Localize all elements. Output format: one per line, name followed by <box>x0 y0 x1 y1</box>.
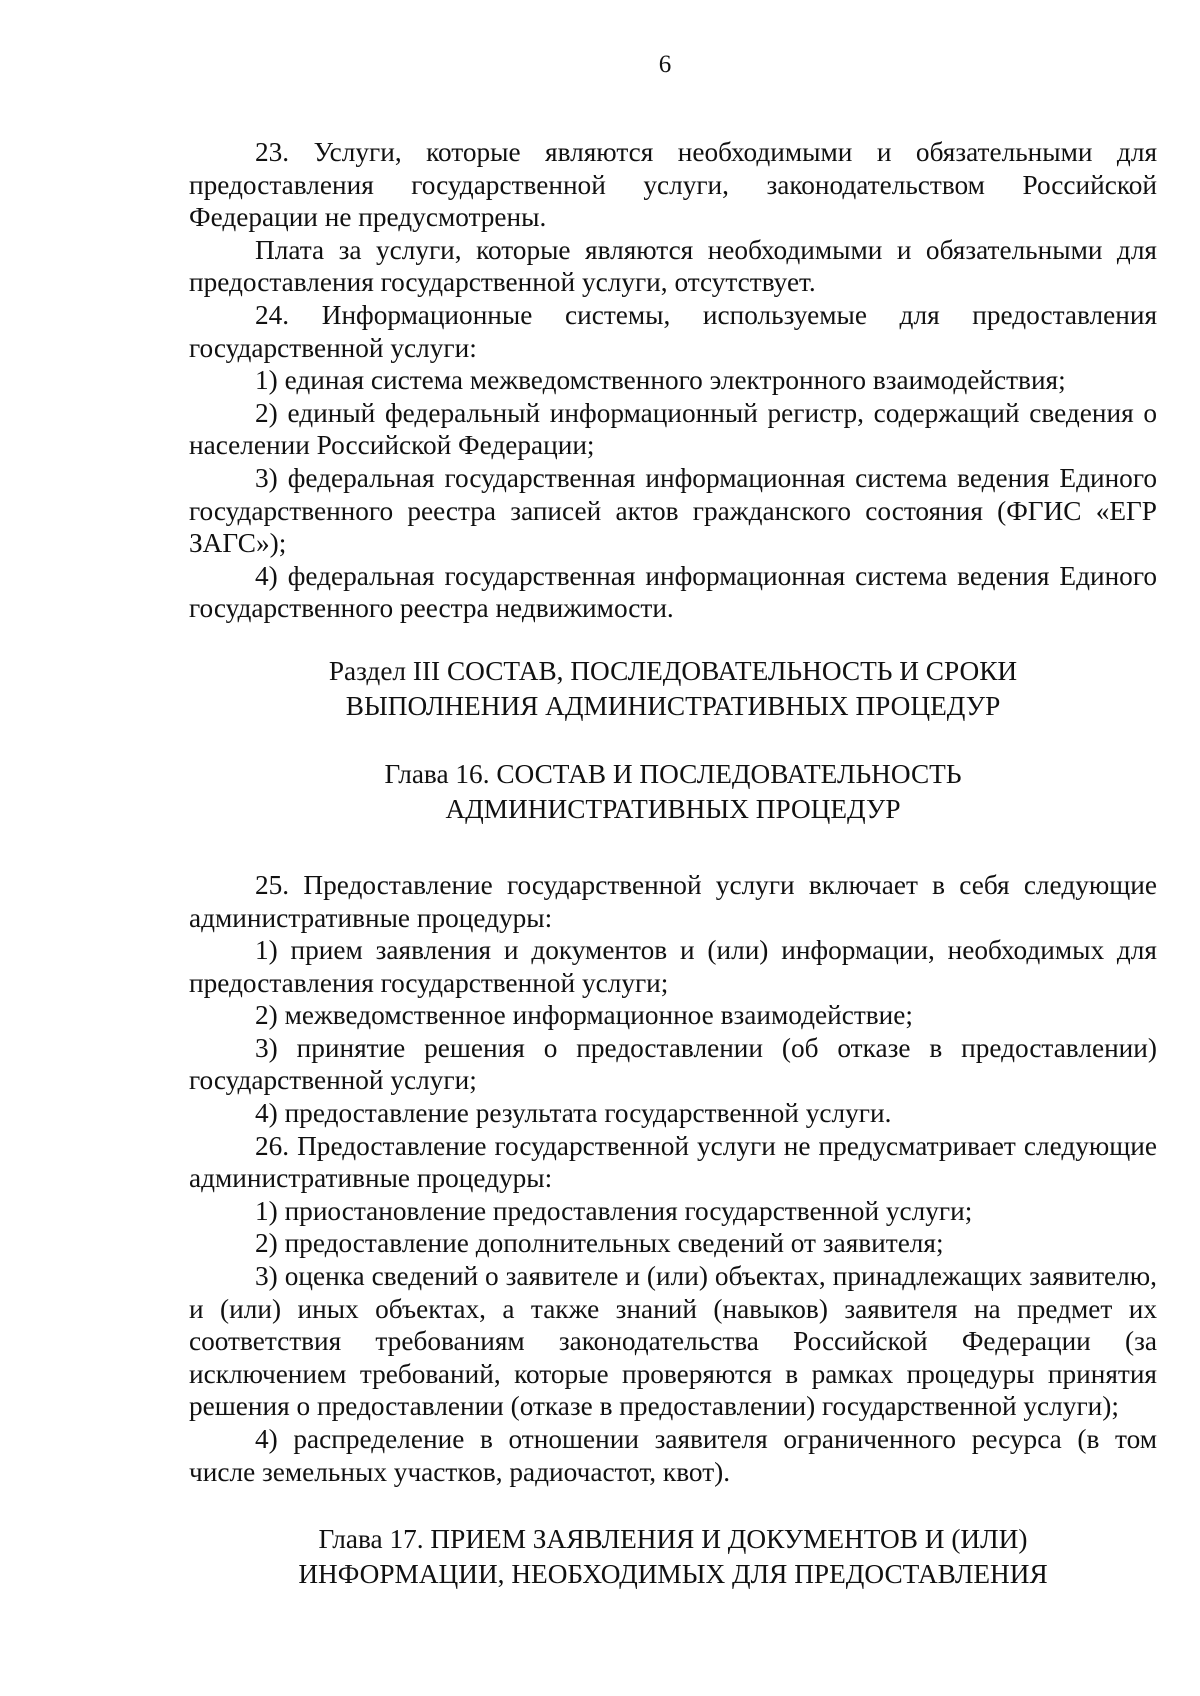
list-item-24-3: 3) федеральная государственная информационная система ведения Единого государственного реестра записей актов гражданского состояния (ФГИС «ЕГР ЗАГС»); <box>189 462 1157 559</box>
section-heading-line2: ВЫПОЛНЕНИЯ АДМИНИСТРАТИВНЫХ ПРОЦЕДУР <box>345 690 1001 721</box>
document-body <box>189 136 1157 1592</box>
list-item-24-2: 2) единый федеральный информационный регистр, содержащий сведения о населении Российской Федерации; <box>189 397 1157 461</box>
paragraph-24: 24. Информационные системы, используемые для предоставления государственной услуги: <box>189 299 1157 363</box>
paragraph-25: 25. Предоставление государственной услуги включает в себя следующие административные процедуры: <box>189 869 1157 933</box>
list-item-25-4: 4) предоставление результата государственной услуги. <box>255 1098 892 1129</box>
list-item-24-4: 4) федеральная государственная информационная система ведения Единого государственного реестра недвижимости. <box>189 560 1157 624</box>
chapter-16-heading-block <box>189 757 1157 827</box>
paragraph-fee: Плата за услуги, которые являются необходимыми и обязательными для предоставления государственной услуги, отсутствует. <box>189 234 1157 298</box>
section-3-heading-block <box>189 654 1157 724</box>
section-heading-line1: Раздел III СОСТАВ, ПОСЛЕДОВАТЕЛЬНОСТЬ И СРОКИ <box>328 655 1018 686</box>
paragraph-23: 23. Услуги, которые являются необходимыми и обязательными для предоставления государственной услуги, законодательством Российской Федерации не предусмотрены. <box>189 137 1157 233</box>
list-item-25-3: 3) принятие решения о предоставлении (об отказе в предоставлении) государственной услуги; <box>189 1032 1157 1096</box>
list-item-26-3: 3) оценка сведений о заявителе и (или) объектах, принадлежащих заявителю, и (или) иных объектах, а также знаний (навыков) заявителя на предмет их соответствия требованиям законодательства Российской Федерации (за исключением требований, которые проверяются в рамках процедуры принятия решения о предоставлении (отказе в предоставлении) государственной услуги); <box>189 1261 1157 1422</box>
chapter-17-heading-line2: ИНФОРМАЦИИ, НЕОБХОДИМЫХ ДЛЯ ПРЕДОСТАВЛЕНИЯ <box>298 1559 1048 1590</box>
list-item-26-1: 1) приостановление предоставления государственной услуги; <box>255 1195 973 1226</box>
list-item-26-2: 2) предоставление дополнительных сведений от заявителя; <box>255 1228 944 1259</box>
chapter-17-heading-block <box>189 1522 1157 1592</box>
chapter-17-heading-line1: Глава 17. ПРИЕМ ЗАЯВЛЕНИЯ И ДОКУМЕНТОВ И (ИЛИ) <box>318 1524 1028 1555</box>
list-item-26-4: 4) распределение в отношении заявителя ограниченного ресурса (в том числе земельных участков, радиочастот, квот). <box>189 1424 1157 1487</box>
page-number: 6 <box>658 51 672 78</box>
chapter-16-heading-line1: Глава 16. СОСТАВ И ПОСЛЕДОВАТЕЛЬНОСТЬ <box>384 758 962 789</box>
chapter-16-heading-line2: АДМИНИСТРАТИВНЫХ ПРОЦЕДУР <box>445 793 901 824</box>
list-item-25-1: 1) прием заявления и документов и (или) информации, необходимых для предоставления государственной услуги; <box>189 935 1157 998</box>
list-item-24-1: 1) единая система межведомственного электронного взаимодействия; <box>255 365 1066 396</box>
list-item-25-2: 2) межведомственное информационное взаимодействие; <box>255 1000 913 1031</box>
paragraph-26: 26. Предоставление государственной услуги не предусматривает следующие административные процедуры: <box>189 1130 1157 1194</box>
